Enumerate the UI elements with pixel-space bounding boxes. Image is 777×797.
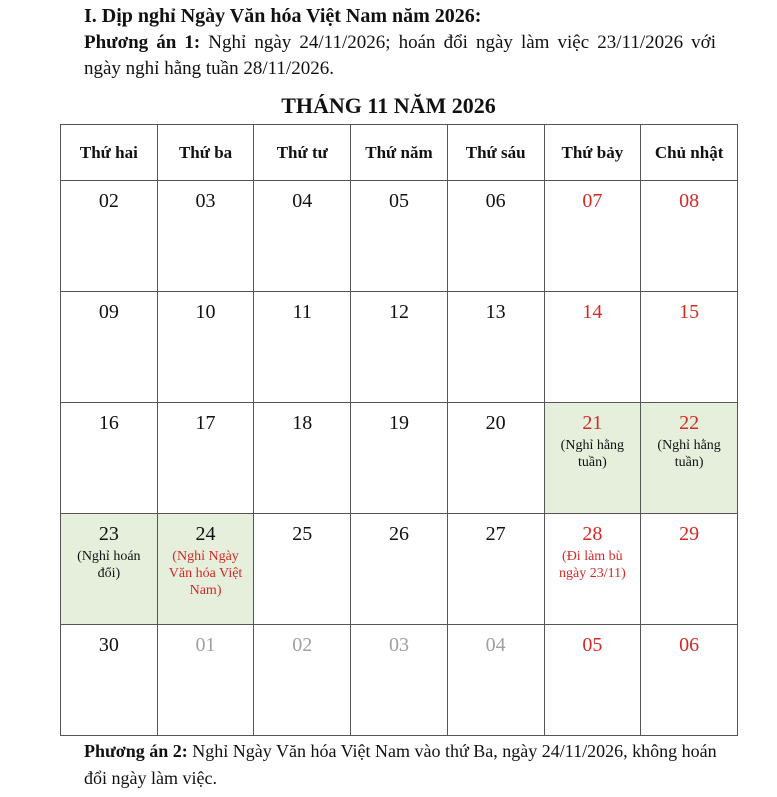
option-1-label: Phương án 1:: [84, 32, 201, 53]
weekday-header: Thứ hai: [61, 125, 158, 181]
day-cell-other-month: [157, 625, 254, 736]
day-cell: [447, 514, 544, 625]
day-number: 17: [195, 412, 216, 434]
day-cell: [254, 403, 351, 514]
day-number: 24: [195, 523, 216, 545]
day-number: 19: [388, 412, 409, 434]
day-cell: [447, 181, 544, 292]
day-cell: [254, 181, 351, 292]
day-note: (Nghỉ hoán đổi): [77, 549, 141, 581]
day-cell: [157, 403, 254, 514]
day-cell-weekend: [641, 625, 738, 736]
weekday-header-row: [61, 125, 738, 181]
day-cell: [254, 292, 351, 403]
option-2-label: Phương án 2:: [84, 741, 188, 761]
weekday-header: Thứ sáu: [447, 125, 544, 181]
day-number: 04: [292, 190, 313, 212]
option-2-paragraph: [84, 738, 724, 792]
day-cell-other-month: [447, 625, 544, 736]
day-cell-weekend: [641, 514, 738, 625]
day-number: 02: [98, 190, 119, 212]
day-cell: [61, 403, 158, 514]
day-number: 12: [388, 301, 409, 323]
day-note: (Đi làm bù ngày 23/11): [558, 549, 626, 581]
day-number: 27: [485, 523, 506, 545]
day-cell-weekend: [544, 514, 641, 625]
option-1-text: Nghỉ ngày 24/11/2026; hoán đổi ngày làm việc 23/11/2026 với ngày nghỉ hằng tuần 28/11/2026.: [84, 32, 716, 79]
day-number: 23: [98, 523, 119, 545]
day-number: 08: [679, 190, 700, 212]
weekday-header: Thứ năm: [351, 125, 448, 181]
day-cell: [447, 292, 544, 403]
day-cell-weekend: [641, 292, 738, 403]
day-number: 01: [195, 634, 216, 656]
day-number: 10: [195, 301, 216, 323]
day-cell-other-month: [351, 625, 448, 736]
day-number: 03: [195, 190, 216, 212]
day-cell-weekend: [641, 181, 738, 292]
day-number: 28: [582, 523, 603, 545]
day-number: 25: [292, 523, 313, 545]
day-cell-weekend: [544, 181, 641, 292]
week-row: [61, 625, 738, 736]
day-cell: [351, 181, 448, 292]
day-cell: [351, 403, 448, 514]
day-cell: [61, 181, 158, 292]
day-cell: [157, 181, 254, 292]
day-cell: [61, 625, 158, 736]
day-number: 06: [485, 190, 506, 212]
day-number: 14: [582, 301, 603, 323]
calendar-title: THÁNG 11 NĂM 2026: [281, 93, 496, 118]
day-number: 04: [485, 634, 506, 656]
weekday-header: Thứ tư: [254, 125, 351, 181]
day-number: 22: [679, 412, 700, 434]
day-cell: [351, 514, 448, 625]
day-number: 26: [388, 523, 409, 545]
section-heading: I. Dịp nghỉ Ngày Văn hóa Việt Nam năm 2026:: [84, 5, 482, 27]
day-note: (Nghỉ Ngày Văn hóa Việt Nam): [168, 549, 243, 598]
weekday-header: Thứ bảy: [544, 125, 641, 181]
day-cell-holiday: [544, 403, 641, 514]
day-cell: [61, 292, 158, 403]
day-cell-holiday: [157, 514, 254, 625]
day-number: 15: [679, 301, 700, 323]
day-number: 20: [485, 412, 506, 434]
day-number: 18: [292, 412, 313, 434]
week-row: [61, 181, 738, 292]
calendar-table: [60, 124, 738, 736]
day-note: (Nghỉ hằng tuần): [560, 438, 625, 470]
week-row: [61, 292, 738, 403]
day-cell-weekend: [544, 292, 641, 403]
day-cell: [447, 403, 544, 514]
weekday-header: Chủ nhật: [641, 125, 738, 181]
day-number: 05: [582, 634, 603, 656]
day-number: 30: [98, 634, 119, 656]
day-cell: [157, 292, 254, 403]
day-number: 06: [679, 634, 700, 656]
option-2-text: Nghỉ Ngày Văn hóa Việt Nam vào thứ Ba, ngày 24/11/2026, không hoán đổi ngày làm việc.: [84, 741, 717, 788]
day-number: 02: [292, 634, 313, 656]
day-number: 07: [582, 190, 603, 212]
day-number: 16: [98, 412, 119, 434]
day-cell: [254, 514, 351, 625]
day-number: 05: [388, 190, 409, 212]
day-cell-weekend: [544, 625, 641, 736]
option-1-paragraph: [84, 30, 716, 82]
day-cell-holiday: [641, 403, 738, 514]
day-note: (Nghỉ hằng tuần): [657, 438, 721, 470]
week-row: [61, 514, 738, 625]
day-number: 11: [292, 301, 312, 323]
day-number: 09: [98, 301, 119, 323]
weekday-header: Thứ ba: [157, 125, 254, 181]
day-number: 29: [679, 523, 700, 545]
week-row: [61, 403, 738, 514]
day-cell: [351, 292, 448, 403]
day-cell-holiday: [61, 514, 158, 625]
day-number: 03: [388, 634, 409, 656]
day-number: 13: [485, 301, 506, 323]
day-number: 21: [582, 412, 603, 434]
day-cell-other-month: [254, 625, 351, 736]
